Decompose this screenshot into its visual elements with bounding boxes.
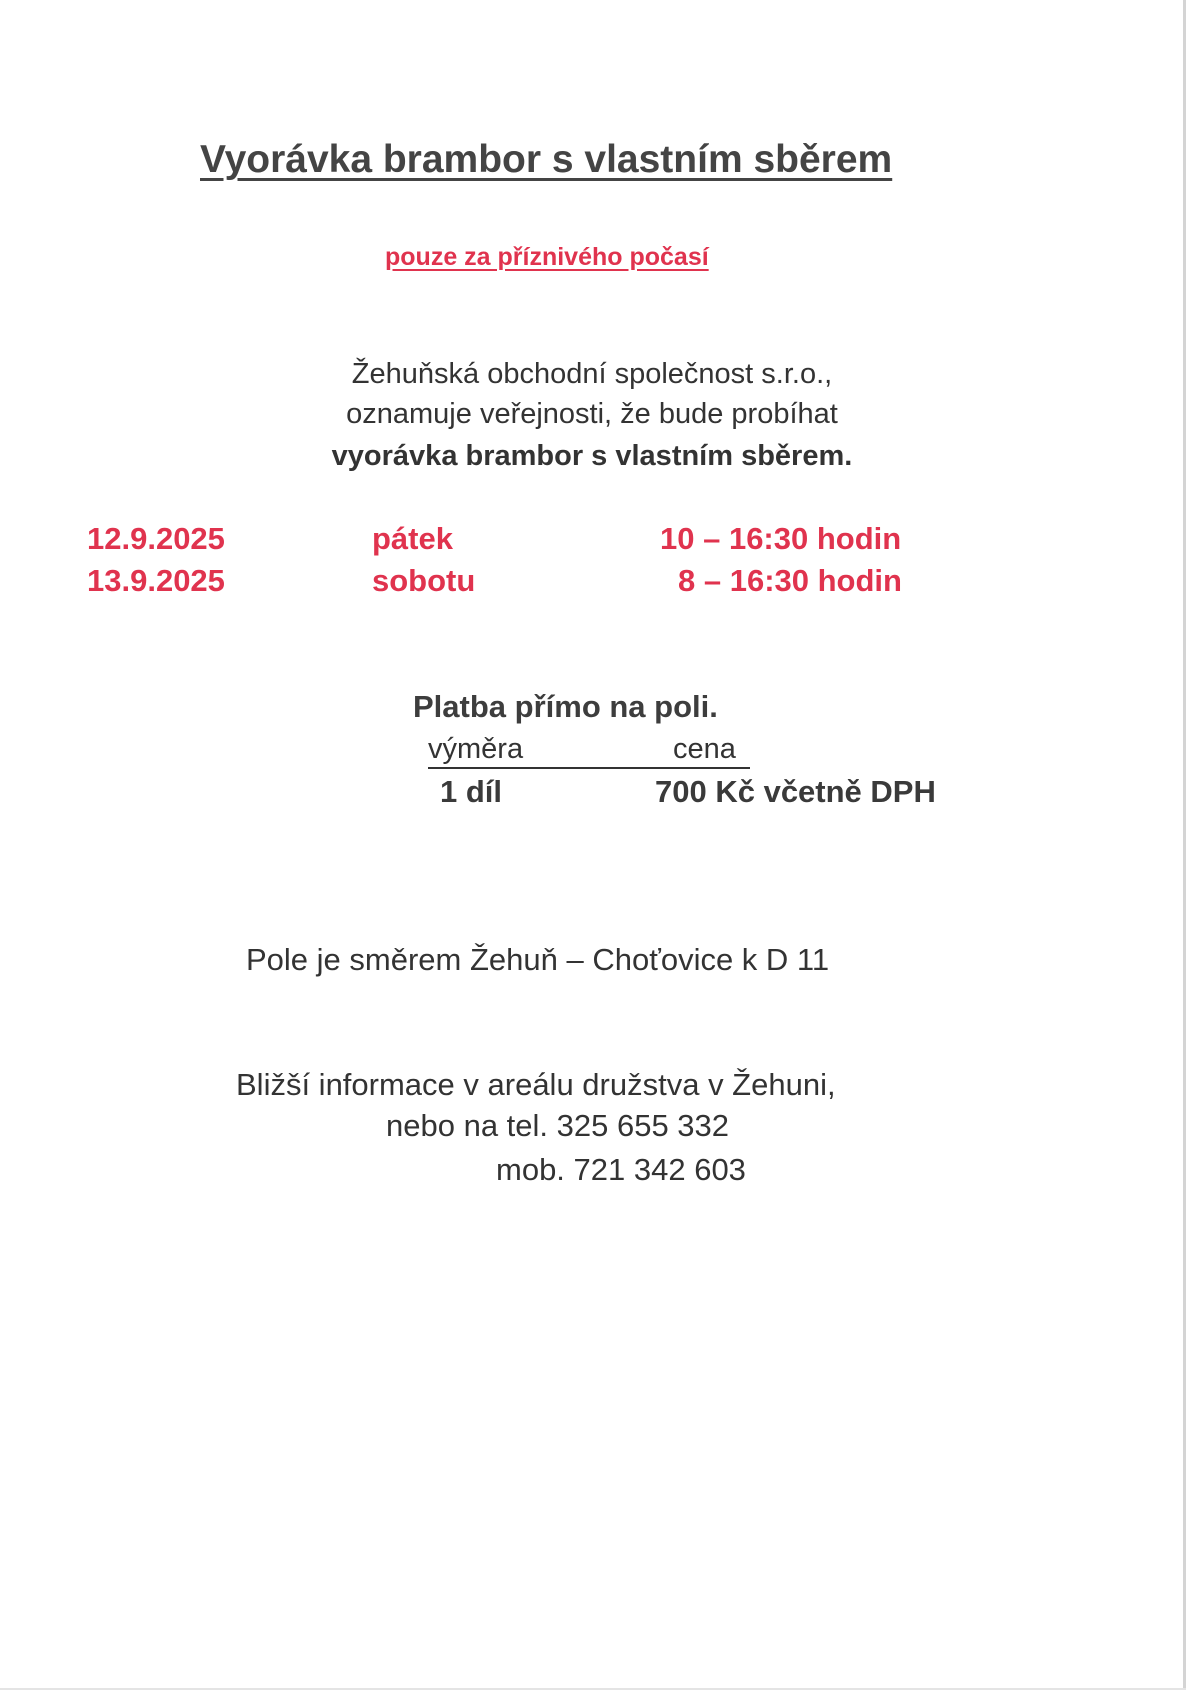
area-value: 1 díl (440, 774, 503, 809)
intro-line-announcement: oznamuje veřejnosti, že bude probíhat (346, 398, 838, 430)
schedule-date: 12.9.2025 (87, 521, 225, 556)
column-header-price: cena (673, 733, 736, 765)
document-title: Vyorávka brambor s vlastním sběrem (200, 138, 893, 181)
intro-line-company: Žehuňská obchodní společnost s.r.o., (351, 358, 833, 390)
contact-info-line: Bližší informace v areálu družstva v Žehuni, (236, 1067, 836, 1102)
schedule-date: 13.9.2025 (87, 563, 225, 598)
schedule-hours: 8 – 16:30 hodin (678, 563, 902, 598)
weather-note: pouze za příznivého počasí (385, 243, 709, 271)
schedule-day: pátek (372, 521, 453, 556)
contact-phone: nebo na tel. 325 655 332 (386, 1108, 730, 1143)
page-edge-bottom (0, 1688, 1186, 1690)
field-location: Pole je směrem Žehuň – Choťovice k D 11 (246, 942, 830, 977)
page-edge-right (1183, 0, 1186, 1690)
payment-heading: Platba přímo na poli. (413, 689, 718, 724)
header-underline (428, 767, 750, 769)
column-header-area: výměra (428, 733, 524, 765)
intro-line-event: vyorávka brambor s vlastním sběrem. (331, 440, 853, 472)
schedule-day: sobotu (372, 563, 476, 598)
schedule-hours: 10 – 16:30 hodin (660, 521, 902, 556)
price-value: 700 Kč včetně DPH (655, 774, 936, 809)
contact-mobile: mob. 721 342 603 (496, 1152, 746, 1187)
